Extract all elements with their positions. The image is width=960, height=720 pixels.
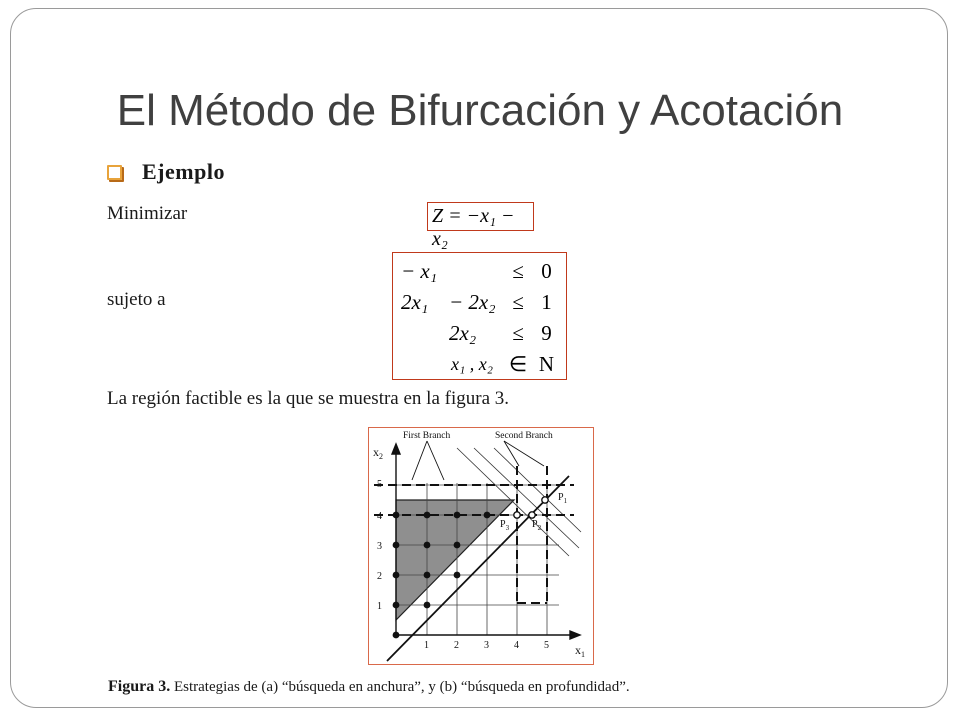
square-bullet-icon: [107, 165, 122, 180]
constraint-term-b: [449, 256, 503, 287]
constraint-row: [401, 318, 560, 349]
second-branch-label: Second Branch: [495, 431, 553, 441]
constraint-row: [401, 287, 560, 318]
constraint-relation: ≤: [512, 290, 524, 314]
x-tick-labels: [424, 640, 549, 651]
feasible-region: [396, 500, 514, 620]
constraints-box: [392, 252, 567, 380]
point-label-p3: $P_3$: [500, 519, 510, 532]
constraint-term-b: 2x₂: [449, 321, 477, 345]
objective-lhs: Z: [432, 205, 444, 227]
constraint-relation: ≤: [512, 321, 524, 345]
constraint-rhs: 0: [541, 259, 552, 283]
constraint-rhs: 1: [541, 290, 552, 314]
first-branch-label: First Branch: [403, 431, 451, 441]
constraint-relation: ∈: [508, 352, 528, 376]
constraint-term-b: − 2x₂: [449, 290, 496, 314]
x-axis-label: $x_1$: [575, 643, 585, 659]
figure-caption: [108, 678, 630, 696]
x-tick: 4: [514, 640, 519, 651]
constraint-row: [401, 256, 560, 287]
point-label-p2: $P_2$: [532, 519, 542, 532]
y-tick: 2: [377, 571, 382, 582]
bullet-item: [107, 159, 225, 185]
y-tick: 5: [377, 479, 382, 490]
constraint-term-a: [401, 318, 449, 349]
constraint-term-a: x₁ , x₂: [451, 354, 493, 374]
constraint-row: [401, 349, 560, 380]
x-tick: 2: [454, 640, 459, 651]
slide-title: El Método de Bifurcación y Acotación: [116, 86, 844, 135]
constraints-table: [401, 256, 560, 380]
point-label-p1: $P_1$: [558, 492, 568, 505]
region-sentence: La región factible es la que se muestra en la figura 3.: [107, 388, 509, 409]
objective-rhs: = −x₁ − x₂: [432, 205, 515, 250]
x-tick: 5: [544, 640, 549, 651]
bullet-label: Ejemplo: [142, 159, 225, 184]
caption-text: Estrategias de (a) “búsqueda en anchura”, y (b) “búsqueda en profundidad”.: [170, 679, 630, 695]
constraint-rhs: 9: [541, 321, 552, 345]
y-tick: 3: [377, 541, 382, 552]
minimize-label: Minimizar: [107, 203, 188, 224]
x-tick: 1: [424, 640, 429, 651]
constraint-relation: ≤: [512, 259, 524, 283]
x-tick: 3: [484, 640, 489, 651]
annotation-arrows: [412, 441, 544, 480]
caption-label: Figura 3.: [108, 678, 171, 695]
figure-frame: [368, 427, 594, 665]
constraint-term-a: 2x₁: [401, 290, 429, 314]
y-tick: 4: [377, 511, 382, 522]
y-tick-labels: [377, 479, 382, 612]
constraint-rhs: N: [538, 352, 555, 376]
y-axis-label: $x_2$: [373, 445, 383, 461]
objective-formula: [427, 202, 534, 250]
constraint-term-a: − x₁: [401, 259, 438, 283]
subject-to-label: sujeto a: [107, 289, 166, 310]
y-tick: 1: [377, 601, 382, 612]
feasible-region-figure: [369, 428, 592, 663]
